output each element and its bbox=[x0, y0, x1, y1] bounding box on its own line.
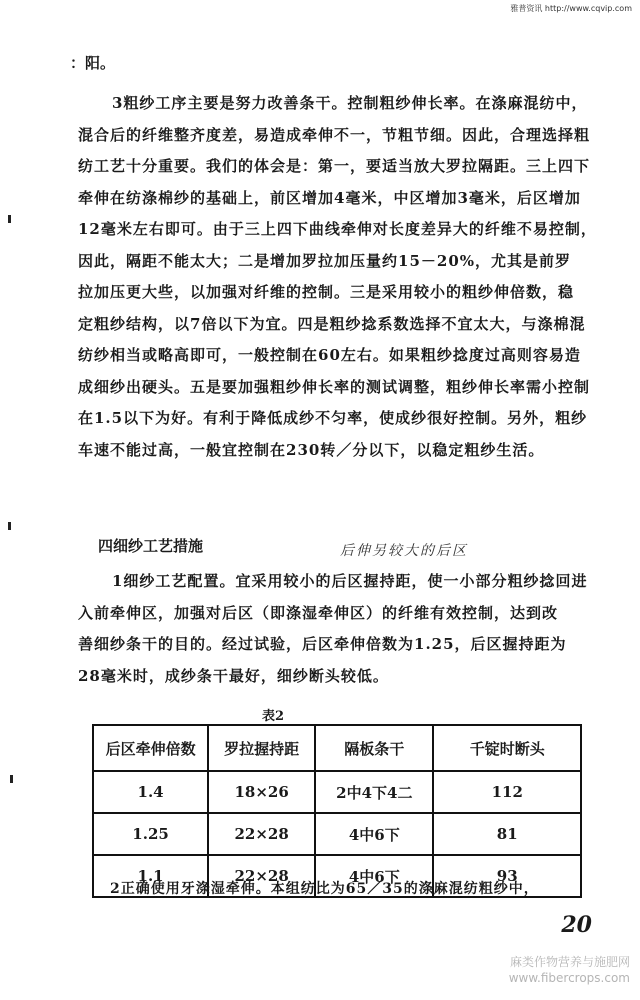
scan-mark bbox=[8, 522, 11, 530]
text-line: 12毫米左右即可。由于三上四下曲线牵伸对长度差异大的纤维不易控制， bbox=[78, 220, 597, 238]
table-cell: 93 bbox=[433, 855, 581, 897]
section-title: 四细纱工艺措施 bbox=[98, 537, 204, 555]
table-caption: 表2 bbox=[262, 709, 285, 724]
table-header-cell: 后区牵伸倍数 bbox=[93, 725, 208, 771]
text-line: 混合后的纤维整齐度差，易造成牵伸不一，节粗节细。因此，合理选择粗 bbox=[78, 125, 591, 144]
text-line: 纺纱相当或略高即可，一般控制在60左右。如果粗纱捻度过高则容易造 bbox=[78, 346, 581, 364]
table-cell: 1.1 bbox=[93, 855, 208, 897]
table-cell: 22×28 bbox=[208, 813, 315, 855]
table-cell: 1.4 bbox=[93, 771, 208, 813]
text-line: 定粗纱结构，以7倍以下为宜。四是粗纱捻系数选择不宜太大，与涤棉混 bbox=[78, 314, 586, 333]
table-cell: 4中6下 bbox=[315, 813, 433, 855]
table-cell: 22×28 bbox=[208, 855, 315, 897]
text-line: 入前牵伸区，加强对后区（即涤湿牵伸区）的纤维有效控制，达到改 bbox=[78, 603, 559, 622]
page-number: 20 bbox=[561, 912, 592, 938]
table-header-cell: 罗拉握持距 bbox=[208, 725, 315, 771]
text-line: 纺工艺十分重要。我们的体会是：第一，要适当放大罗拉隔距。三上四下 bbox=[78, 157, 591, 175]
text-line: 因此，隔距不能太大；二是增加罗拉加压量约15－20%，尤其是前罗 bbox=[78, 251, 572, 270]
table-cell: 4中6下 bbox=[315, 855, 433, 897]
table-cell: 1.25 bbox=[93, 813, 208, 855]
table-cell: 112 bbox=[433, 771, 581, 813]
watermark-line: 麻类作物营养与施肥网 bbox=[509, 955, 630, 969]
text-line-final: 2正确使用牙涤湿牵伸。本组纺比为65／35的涤麻混纺粗纱中， bbox=[110, 881, 539, 897]
scan-mark bbox=[10, 775, 13, 783]
text-line: 28毫米时，成纱条干最好，细纱断头较低。 bbox=[78, 666, 389, 685]
handwritten-note: 后伸另较大的后区 bbox=[340, 543, 468, 559]
text-line: 拉加压更大些，以加强对纤维的控制。三是采用较小的粗纱伸倍数，稳 bbox=[78, 283, 575, 301]
table-header-row bbox=[93, 725, 581, 771]
paragraph-roving-process bbox=[78, 88, 598, 466]
text-line: 成细纱出硬头。五是要加强粗纱伸长率的测试调整，粗纱伸长率需小控制 bbox=[78, 377, 591, 396]
header-note: 雅普资讯 http://www.cqvip.com bbox=[510, 4, 632, 13]
table-header-cell: 千锭时断头 bbox=[433, 725, 581, 771]
text-line: 3粗纱工序主要是努力改善条干。控制粗纱伸长率。在涤麻混纺中， bbox=[112, 94, 588, 112]
data-table bbox=[92, 724, 582, 898]
table-cell: 2中4下4二 bbox=[315, 771, 433, 813]
text-line: 牵伸在纺涤棉纱的基础上，前区增加4毫米，中区增加3毫米，后区增加 bbox=[78, 188, 581, 207]
text-line: 1细纱工艺配置。宜采用较小的后区握持距，使一小部分粗纱捻回进 bbox=[112, 572, 588, 590]
watermark bbox=[509, 954, 630, 986]
scan-mark bbox=[8, 215, 11, 223]
table-row bbox=[93, 771, 581, 813]
paragraph-spinning-process bbox=[78, 566, 598, 692]
text-line: 善细纱条干的目的。经过试验，后区牵伸倍数为1.25，后区握持距为 bbox=[78, 635, 567, 653]
text-line: 车速不能过高，一般宜控制在230转／分以下，以稳定粗纱生活。 bbox=[78, 440, 545, 459]
table-header-cell: 隔板条干 bbox=[315, 725, 433, 771]
table-cell: 18×26 bbox=[208, 771, 315, 813]
watermark-line: www.fibercrops.com bbox=[508, 971, 630, 985]
text-fragment: ：阳。 bbox=[70, 54, 116, 72]
table-row bbox=[93, 813, 581, 855]
text-line: 在1.5以下为好。有利于降低成纱不匀率，使成纱很好控制。另外，粗纱 bbox=[78, 409, 588, 427]
table-cell: 81 bbox=[433, 813, 581, 855]
